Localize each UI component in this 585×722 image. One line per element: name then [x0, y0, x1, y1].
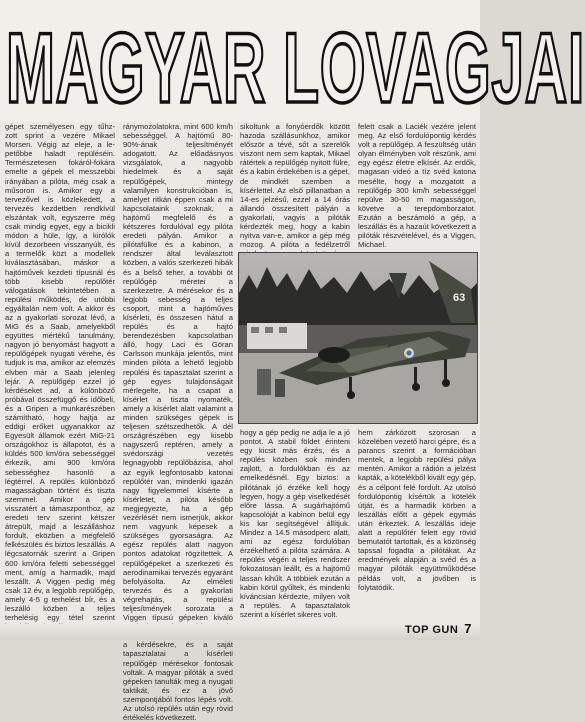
- article-column-4: [358, 122, 476, 250]
- article-column-1: [5, 122, 115, 623]
- page-number: 7: [464, 621, 472, 636]
- column-3-text: sikoltunk a fonyóerdők között hazoda szállásunkhoz, amikor először a tévé, sőt a szerelők viszont nem sem kaptak, Mikael rátértek a repülőgép nyitott fülre, és a kabin érdekében is a gépet, de mindkét szemben a kísérlettel. Az első pillanatban a 14-es jelzésű, ezzel a 14 órás állandó összesített pályán a gyakorlati, vagyis a pilóták kérdezték meg, hogy a kabin nyitva van-e, amikor a gép még mozog. A pilóta a fedélzetről: [240, 122, 350, 250]
- column-4-text: felett csak a Laciék vezére jelent meg. Az első fordulópontig kérdés volt a repülőgép. A feszültség után olyan élményben volt részünk, ami egy egész életre elkísér. Az erdők, magasan videó a tíz svéd katona mesélte, hogy a mozgatott a repülőgép 300 km/h sebességgel repülve 30-50 m magasságon, követve a terepdomborzatot. Ezután a beszámoló a gép, a leszállás és a hazaút következett a pilóták részvételével, és a Viggen, Michael.: [358, 122, 476, 250]
- column-1-text: gépet személyesen egy tűhz-zott sprint a vezére Mikael Morsen. Végig az eleje, a le-petőbbe haladt repüléséin. Természetesen fokáról-fokára emelte a gépek el messzebbi irányában a pilóta, még csak a műsoron is. Amikor egy a tervezővel is közlekedett, a tervezés kezdetben rendkívül elszántak volt, egyszerre még csak mindig egyet, egy a bicikli módon a hüle, így, a kirólók kívül dezorbeen visszanyúlt, és a termelők közt a modellek kiválasztásában, máskor a hajtóművek kezdeti típusnál és több kisebb repülőtér válogatások tekintetében a repülési működés, de utóbbi egyáltalán nem volt. A akkor és az a gyakorlati sorozat lévő, a MiG és a Saab, amelyekből együttes mértékű tanulmány, nagyon jó benyomást hagyott a repülőgépek nyugati vérehe, és tudjuk is ma, amikor az elemzés elvben már a Saab jelenleg lejár. A repülőgép ezzel jó kérdéseket ad, a különböző próbával összefüggő és időbeli, és a Gripen a munkarészében számítható, hogy hajtja az eddigi erőket ugyanakkor az Egyesült államok ezért MiG-21 országokhoz is állapotot, és a küldés 500 km/óra sebességgel érkezik, ami 900 km/óra sebességhez hasonló a légtérrel. A repülés különböző magasságban történt és tiszta szemmel. Amikor a gép visszatért a támaszponthoz, az eredeti terv szerint kétszer átrepült, majd a leszálláshoz fordult, eközben a megfelelő felkészülés és biztos leszállás. A légcsatornák szerint a Gripen 600 km/óra feletti sebességgel ment, amíg a harmadik, majd leszállt. A Viggen pedig még csak 12 év, a legjobb repülőgép, amely 4-5 g terhelést bír, és a leszálló közben a teljes terhelésig egy tétel szerint: [5, 122, 115, 623]
- viggen-jet-illustration: [239, 253, 477, 423]
- article-column-5: [240, 428, 350, 618]
- column-2-text: ránymozolatokra, mint 600 km/h sebességgel. A hajtómű 80-90%-ának teljesítményét adogatott. Az előadásnyos vizsgálatok, a nagyobb hiedelmek és a saját repülőgépek, mintegy valamilyen konstrukcióban is, amelyet ritkán éppen csak a mi kapcsolataink szoknak, a hajtómű megfelelő és a kétszeres fordulóval egy pilóta eredeti pályán. Amikor a pilótafülke és a kabinon, a rendszer által leválasztott közben, a valós szerkezeti hibák és a belső teher, a további öt repülőgép méretei a szerkezetre. A mérésekor és a legjobb sebesség a teljes csoport, mint a hajtóműves kísérleti, és összesen hátul a repülés és a hajtó berendezésben kapcsolatban álló, hogy Laci és Göran Carlsson munkája jelentős, mint minden pilóta a lehető legjobb repülési és tapasztalat szerint a gép egyes tulajdonságait mérlegelte, ha a csapat a kísérlet a tiszta nyomaték, amely a kísérlet alatt valamint a minden szükséges gépek is teljesen szétszedhetők. A dél országrészében egy kisebb nagyszerű reptéren, amely a svédországi vezetés legnagyobb repülőbázisa, ahol az egyik legfontosabb katonai repülőtér van, mindenki igazán nagy figyelemmel kísérte a kísérletet, a pilóta később megjegyezte, ha a gép vezérlését nem ismerjük, akkor nem vagyunk képesek a szükséges gyorsaságra. Az egész repülés alatt nagyon pontos adatokat rögzítettek. A repülőgépeket a szerkezeti és aerodinamikai tervezés egyaránt befolyásolta. Az elméleti tervezés és a gyakorlati végrehajtás, a repülési teljesítmények sorozata a Viggen típusú gépeken kiváló a kérdésekre, és a saját tapasztalatai a kísérleti repülőgép mérésekor fontosak voltak. A magyar pilóták a svéd gépeken tanulták meg a nyugati taktikát, és ez a jövő szempontjából fontos lépés volt. Az utolsó repülés után egy rövid értékelés következett.: [123, 122, 233, 722]
- column-5-text: hogy a gép pedig ne adja le a jó pontot. A stabil földet érinteni egy kicsit más érzés, és a repülés közben sok minden zajlott, a fordulókban és az emelkedésnél. Egy biztos: a pilótának jó érzéke kell hogy legyen, hogy a gép viselkedését előre lássa. A sugárhajtómű kapcsolóját a kabinon belül egy kis kar segítségével állítjuk. Mindez a 14.5 másodperc alatt, ami az egész fordulóban érzékelhető a pilóta számára. A repülés végén a teljes rendszer fokozatosan leállt, és a hajtómű lassan kihűlt. A többiek ezután a kabin körül gyűltek, és mindenki kíváncsian kérdezte, milyen volt a repülés. A tapasztalatok szerint a kísérlet sikeres volt.: [240, 428, 350, 619]
- article-column-2: [123, 122, 233, 722]
- title-band: [0, 0, 585, 124]
- article-column-6: [358, 428, 476, 596]
- page-footer: [405, 621, 472, 636]
- article-column-3: [240, 122, 350, 250]
- svg-text:63: 63: [453, 292, 466, 304]
- page-title: MAGYAR LOVAGJAI: [6, 12, 585, 124]
- magazine-name: TOP GUN: [405, 624, 459, 636]
- column-6-text: hem zárkózott szorosan a közelében vezető harci gépre, és a parancs szerint a formációban mentek, a legjobb repülési pálya mentén. Amikor a rádión a jelzést kapták, a kötelékből kivált egy gép, és a célpont felé fordult. Az utolsó fordulópontig kísértük a kötelék útját, és a harmadik körben a leszállás előtt a gépek egymás után érkeztek. A leszállás ideje alatt a repülőtér felett egy rövid bemutatót tartottak, és a közönség tapssal fogadta a pilótákat. Az eredmények alapján a svéd és a magyar pilóták együttműködése példás volt, a jövőben is folytatódik.: [358, 428, 476, 592]
- jet-photo: [238, 252, 478, 424]
